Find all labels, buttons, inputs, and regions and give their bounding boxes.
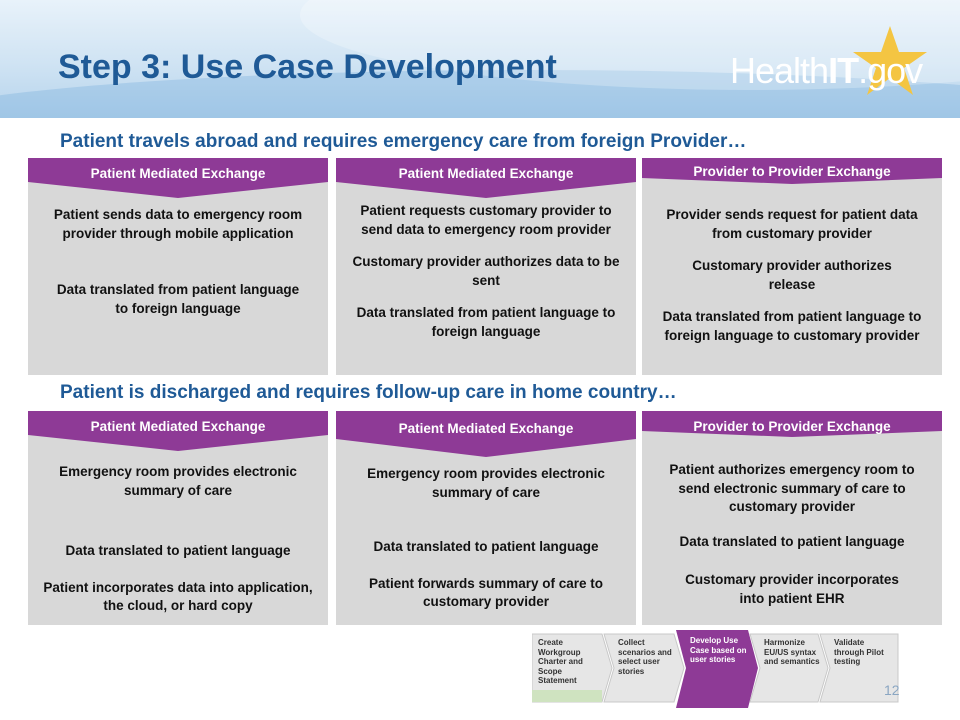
card-line: Patient sends data to emergency room provider through mobile application: [53, 207, 303, 241]
card-line: Provider sends request for patient data from customary provider: [666, 207, 918, 241]
page-number: 12: [884, 682, 900, 698]
use-case-card: [336, 158, 636, 378]
page-title: Step 3: Use Case Development: [58, 48, 557, 86]
card-banner-label: Patient Mediated Exchange: [90, 419, 266, 434]
process-step: Collect scenarios and select user stories: [618, 638, 672, 676]
card-body: [340, 465, 632, 612]
logo-text-health: Health: [730, 50, 829, 91]
card-line: Customary provider authorizes release: [692, 258, 892, 292]
healthit-logo: [720, 22, 940, 102]
card-line: Patient authorizes emergency room to send electronic summary of care to customary provider: [669, 462, 915, 514]
card-line: Data translated from patient language to foreign language: [56, 282, 300, 316]
logo-text-gov: .gov: [858, 50, 923, 91]
card-line: Data translated to patient language: [65, 543, 291, 558]
card-banner-label: Patient Mediated Exchange: [90, 166, 266, 181]
process-step: Create Workgroup Charter and Scope Statement: [538, 638, 583, 685]
card-body: [646, 461, 938, 608]
process-step-active: Develop Use Case based on user stories: [690, 636, 747, 664]
card-banner-label: Patient Mediated Exchange: [398, 166, 574, 181]
card-line: Data translated from patient language to foreign language to customary provider: [662, 309, 922, 343]
card-line: Data translated to patient language: [373, 539, 599, 554]
use-case-card: [28, 158, 328, 378]
card-banner-label: Provider to Provider Exchange: [693, 419, 891, 434]
card-line: Patient incorporates data into application, the cloud, or hard copy: [43, 579, 313, 613]
card-line: Emergency room provides electronic summary of care: [59, 464, 297, 498]
card-line: Patient requests customary provider to send data to emergency room provider: [360, 203, 612, 237]
card-line: Data translated to patient language: [679, 533, 905, 549]
card-line: Data translated from patient language to foreign language: [356, 305, 616, 339]
logo-text-it: IT: [828, 50, 859, 91]
process-steps: [532, 630, 904, 708]
process-step: Validate through Pilot testing: [834, 638, 884, 666]
card-banner-label: Provider to Provider Exchange: [693, 164, 891, 179]
card-line: [32, 243, 324, 281]
card-line: Customary provider authorizes data to be sent: [352, 254, 620, 288]
use-case-card: [336, 411, 636, 626]
use-case-card: [642, 411, 942, 626]
card-body: [32, 206, 324, 318]
card-body: [340, 202, 632, 341]
card-body: [646, 206, 938, 345]
card-line: Emergency room provides electronic summary of care: [367, 466, 605, 500]
card-banner-label: Patient Mediated Exchange: [398, 421, 574, 436]
card-line: Customary provider incorporates into patient EHR: [685, 572, 899, 606]
process-step: Harmonize EU/US syntax and semantics: [764, 638, 820, 666]
card-line: Patient forwards summary of care to customary provider: [368, 575, 604, 609]
use-case-card: [642, 158, 942, 378]
use-case-card: [28, 411, 328, 626]
section-title-discharged: Patient is discharged and requires follow-up care in home country…: [60, 382, 677, 403]
section-title-abroad: Patient travels abroad and requires emergency care from foreign Provider…: [60, 131, 747, 152]
card-body: [32, 463, 324, 616]
